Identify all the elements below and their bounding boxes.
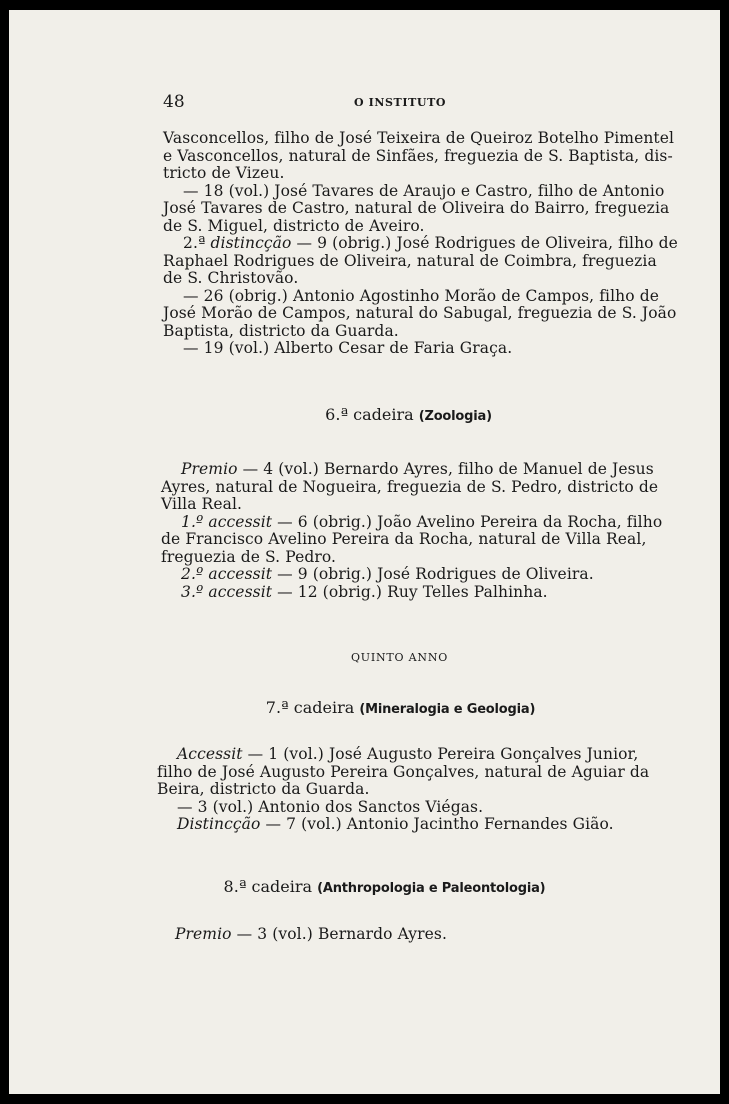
text-line: Villa Real.	[161, 495, 243, 513]
text-line	[161, 512, 663, 532]
running-header	[9, 92, 720, 114]
distinction-number: 2.ª	[183, 234, 211, 252]
award-text: — 9 (obrig.) José Rodrigues de Oliveira.	[272, 565, 594, 583]
text-line: tricto de Vizeu.	[163, 164, 285, 182]
text-line	[163, 234, 678, 253]
award-label: Premio	[181, 460, 238, 478]
text-line: — 19 (vol.) Alberto Cesar de Faria Graça.	[183, 339, 513, 357]
text-line	[157, 816, 637, 834]
section-heading-subject: (Mineralogia e Geologia)	[359, 702, 536, 717]
award-label: Premio	[175, 925, 232, 943]
text-line: Raphael Rodrigues de Oliveira, natural de Coimbra, freguezia	[163, 251, 657, 270]
text-line: de S. Christovão.	[163, 269, 299, 287]
text-line: Beira, districto da Guarda.	[157, 780, 370, 798]
paragraph-block-4	[155, 926, 635, 944]
text-line: Baptista, districto da Guarda.	[163, 321, 399, 340]
award-text: — 6 (obrig.) João Avelino Pereira da Rocha, filho	[272, 512, 663, 531]
text-line: filho de José Augusto Pereira Gonçalves, natural de Aguiar da	[157, 762, 650, 781]
section-heading-8	[29, 877, 729, 896]
award-label: Accessit	[177, 745, 243, 763]
award-label: 2.º accessit	[181, 565, 273, 583]
section-heading-6	[53, 405, 729, 424]
page-number: 48	[163, 92, 185, 112]
text-line: freguezia de S. Pedro.	[161, 547, 337, 566]
text-line: — 18 (vol.) José Tavares de Araujo e Castro, filho de Antonio	[183, 181, 665, 200]
text-line: José Tavares de Castro, natural de Oliveira do Bairro, freguezia	[163, 199, 670, 217]
year-heading: QUINTO ANNO	[350, 651, 449, 664]
section-heading-7	[45, 698, 729, 717]
distinction-label: distincção	[210, 234, 292, 252]
text-line	[161, 584, 638, 602]
distinction-text: — 9 (obrig.) José Rodrigues de Oliveira, filho de	[291, 234, 678, 252]
award-text: — 7 (vol.) Antonio Jacintho Fernandes Gião.	[260, 815, 614, 833]
section-heading-prefix: 6.ª cadeira	[325, 405, 419, 424]
award-text: — 4 (vol.) Bernardo Ayres, filho de Manuel de Jesus	[237, 460, 654, 478]
text-line	[161, 566, 638, 584]
award-label: 3.º accessit	[181, 582, 273, 601]
award-text: — 1 (vol.) José Augusto Pereira Gonçalves Junior,	[242, 745, 639, 763]
text-line	[161, 460, 654, 479]
book-page	[9, 10, 720, 1094]
text-line	[155, 926, 635, 944]
text-line: e Vasconcellos, natural de Sinfães, freguezia de S. Baptista, dis-	[163, 146, 673, 165]
award-text: — 12 (obrig.) Ruy Telles Palhinha.	[272, 582, 548, 601]
award-label: 1.º accessit	[181, 512, 273, 531]
section-heading-prefix: 7.ª cadeira	[265, 698, 360, 717]
section-heading-subject: (Anthropologia e Paleontologia)	[317, 881, 546, 896]
text-line: de Francisco Avelino Pereira da Rocha, natural de Villa Real,	[161, 530, 647, 548]
running-title: O INSTITUTO	[354, 96, 447, 109]
section-heading-subject: (Zoologia)	[418, 409, 492, 424]
text-line: Ayres, natural de Nogueira, freguezia de S. Pedro, districto de	[161, 477, 659, 496]
paragraph-block-1	[163, 129, 678, 358]
award-label: Distincção	[177, 815, 261, 833]
paragraph-block-3	[157, 745, 650, 834]
paragraph-block-2	[161, 460, 663, 601]
text-line: de S. Miguel, districto de Aveiro.	[163, 216, 425, 235]
text-line: — 3 (vol.) Antonio dos Sanctos Viégas.	[177, 797, 484, 816]
text-line: José Morão de Campos, natural do Sabugal, freguezia de S. João	[163, 304, 677, 322]
text-line: Vasconcellos, filho de José Teixeira de Queiroz Botelho Pimentel	[163, 129, 675, 147]
text-line: — 26 (obrig.) Antonio Agostinho Morão de Campos, filho de	[183, 286, 659, 305]
section-heading-prefix: 8.ª cadeira	[223, 877, 318, 896]
award-text: — 3 (vol.) Bernardo Ayres.	[231, 925, 448, 943]
text-line	[157, 746, 637, 764]
